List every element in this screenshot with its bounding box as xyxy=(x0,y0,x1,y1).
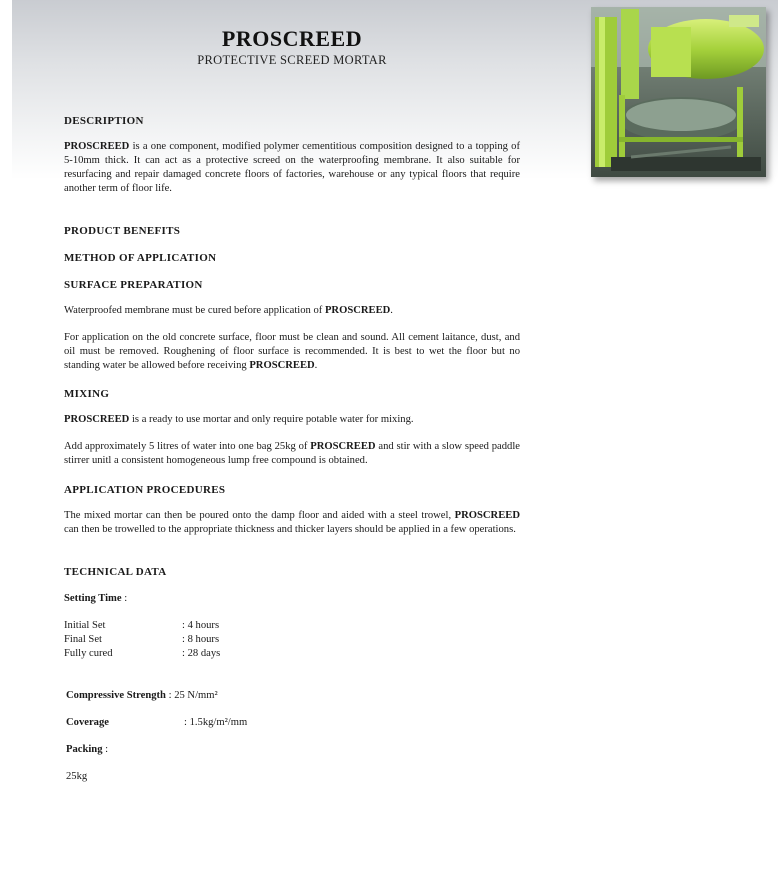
table-row xyxy=(64,633,520,647)
surface-p2-end: . xyxy=(314,360,318,371)
packing-value: 25kg xyxy=(66,771,88,782)
row-label: Fully cured xyxy=(64,648,113,659)
packing-label: Packing xyxy=(66,744,103,755)
description-paragraph xyxy=(64,140,520,196)
compressive-strength xyxy=(64,689,520,703)
application-procedures-heading: APPLICATION PROCEDURES xyxy=(64,484,226,496)
setting-time-title: Setting Time xyxy=(64,593,122,604)
row-value: : 4 hours xyxy=(182,620,220,631)
application-paragraph xyxy=(64,509,520,537)
packing-suffix: : xyxy=(102,744,109,755)
description-text: is a one component, modified polymer cementitious composition designed to a topping of 5-10mm thick. It can act as a protective screed on the waterproofing membrane. It also suitable for resurfacing and repair damaged concrete floors of factories, warehouse or any typical floors that require another term of floor life. xyxy=(64,141,520,194)
surface-paragraph-2 xyxy=(64,331,520,373)
description-heading: DESCRIPTION xyxy=(64,115,144,127)
surface-paragraph-1 xyxy=(64,304,520,318)
surface-p2-text: For application on the old concrete surface, floor must be clean and sound. All cement laitance, dust, and oil must be removed. Roughening of floor surface is recommended. It is best to wet the floor but no standing water be allowed before receiving xyxy=(64,332,520,371)
packing xyxy=(64,743,520,757)
surface-p1-text: Waterproofed membrane must be cured before application of xyxy=(64,305,325,316)
product-benefits-heading: PRODUCT BENEFITS xyxy=(64,225,181,237)
product-name: PROSCREED xyxy=(64,141,130,152)
row-value: : 28 days xyxy=(182,648,221,659)
table-row xyxy=(64,647,520,661)
row-label: Initial Set xyxy=(64,620,106,631)
surface-preparation-heading: SURFACE PREPARATION xyxy=(64,279,203,291)
setting-time-table xyxy=(64,619,520,661)
method-heading: METHOD OF APPLICATION xyxy=(64,252,217,264)
setting-time-label xyxy=(64,592,520,606)
coverage-value: : 1.5kg/m²/mm xyxy=(184,717,248,728)
product-name: PROSCREED xyxy=(249,360,315,371)
coverage xyxy=(64,716,520,730)
mixing-machine-photo xyxy=(591,7,766,177)
product-name: PROSCREED xyxy=(64,414,130,425)
application-text-2: can then be trowelled to the appropriate thickness and thicker layers should be applied in a few operations. xyxy=(64,524,516,535)
document-body xyxy=(64,114,520,784)
mixing-p2-end: and stir with a slow speed paddle stirrer unitl a consistent homogeneous lump free compound is obtained. xyxy=(64,441,520,466)
surface-p1-end: . xyxy=(390,305,393,316)
technical-data-heading: TECHNICAL DATA xyxy=(64,566,167,578)
compressive-strength-label: Compressive Strength xyxy=(66,690,166,701)
row-value: : 8 hours xyxy=(182,634,220,645)
compressive-strength-value: : 25 N/mm² xyxy=(165,690,218,701)
setting-time-suffix: : xyxy=(121,593,128,604)
mixing-paragraph-1 xyxy=(64,413,520,427)
product-name: PROSCREED xyxy=(310,441,376,452)
table-row xyxy=(64,619,520,633)
product-name: PROSCREED xyxy=(324,305,391,316)
application-text-1: The mixed mortar can then be poured onto the damp floor and aided with a steel trowel, xyxy=(64,510,455,521)
mixing-p2-text: Add approximately 5 litres of water into one bag 25kg of xyxy=(64,441,311,452)
coverage-label: Coverage xyxy=(66,717,109,728)
mixing-p1-text: is a ready to use mortar and only require potable water for mixing. xyxy=(129,414,414,425)
page-title: PROSCREED xyxy=(221,26,363,51)
page-subtitle: PROTECTIVE SCREED MORTAR xyxy=(197,53,387,67)
mixing-heading: MIXING xyxy=(64,388,110,400)
product-name: PROSCREED xyxy=(454,510,520,521)
mixing-paragraph-2 xyxy=(64,440,520,468)
row-label: Final Set xyxy=(64,634,102,645)
mixing-machine-illustration xyxy=(591,7,766,177)
